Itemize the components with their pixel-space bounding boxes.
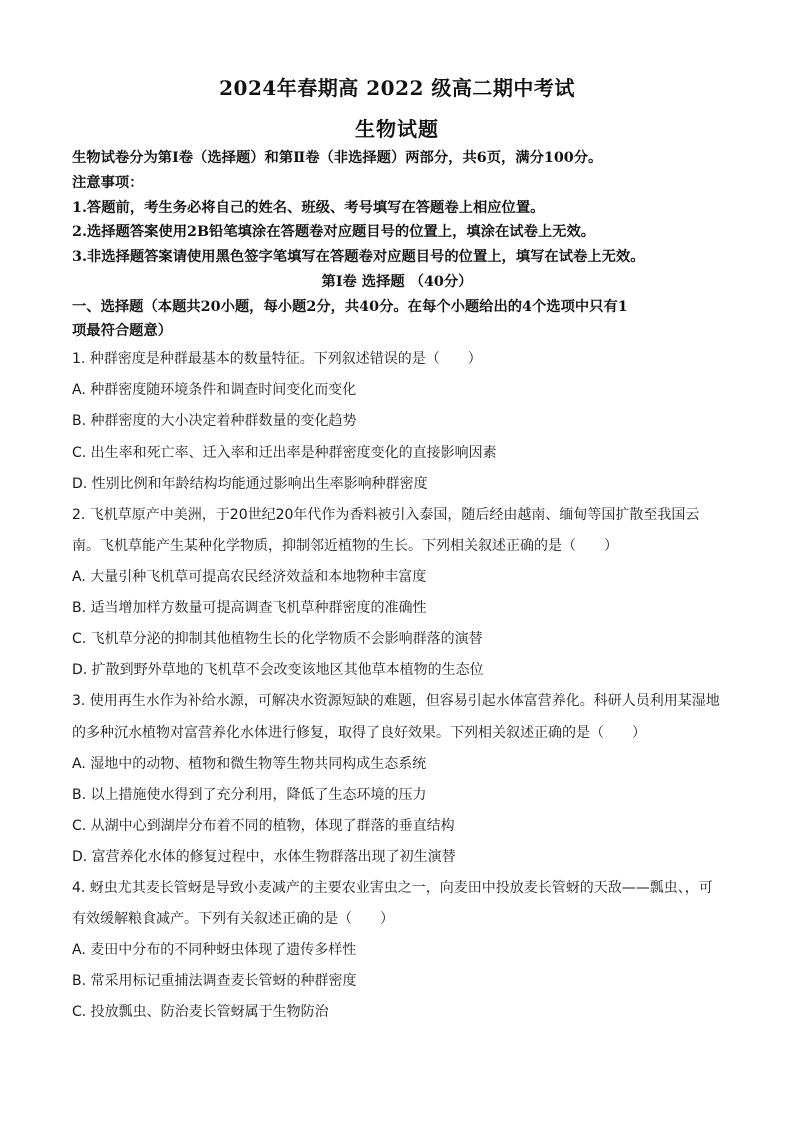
question-3-stem-line1: 3. 使用再生水作为补给水源，可解决水资源短缺的难题，但容易引起水体富营养化。科研人员利用某湿地 [72,693,720,709]
question-4-option-c: C. 投放瓢虫、防治麦长管蚜属于生物防治 [72,1004,329,1020]
part1-title: 第Ⅰ卷 选择题 （40分） [321,274,473,290]
question-2-option-d: D. 扩散到野外草地的飞机草不会改变该地区其他草本植物的生态位 [72,662,484,678]
question-2-stem-line2: 南。飞机草能产生某种化学物质，抑制邻近植物的生长。下列相关叙述正确的是（ ） [72,538,618,554]
notice-item-1: 1.答题前，考生务必将自己的姓名、班级、考号填写在答题卷上相应位置。 [72,200,545,216]
question-1-option-a: A. 种群密度随环境条件和调查时间变化而变化 [72,382,357,398]
question-2-option-a: A. 大量引种飞机草可提高农民经济效益和本地物种丰富度 [72,569,427,585]
question-3-option-d: D. 富营养化水体的修复过程中，水体生物群落出现了初生演替 [72,849,456,865]
question-1-option-c: C. 出生率和死亡率、迁入率和迁出率是种群密度变化的直接影响因素 [72,445,497,461]
question-3-stem-line2: 的多种沉水植物对富营养化水体进行修复，取得了良好效果。下列相关叙述正确的是（ ） [72,725,646,741]
question-4-option-a: A. 麦田中分布的不同种蚜虫体现了遗传多样性 [72,942,357,958]
question-3-option-b: B. 以上措施使水得到了充分利用，降低了生态环境的压力 [72,787,427,803]
question-3-option-a: A. 湿地中的动物、植物和微生物等生物共同构成生态系统 [72,756,427,772]
question-1-option-b: B. 种群密度的大小决定着种群数量的变化趋势 [72,413,357,429]
question-4-stem-line1: 4. 蚜虫尤其麦长管蚜是导致小麦减产的主要农业害虫之一，向麦田中投放麦长管蚜的天敌——瓢虫、，可 [72,880,713,896]
section-instructions-line1: 一、选择题（本题共20小题，每小题2分，共40分。在每个小题给出的4个选项中只有1 [72,299,628,315]
question-1-option-d: D. 性别比例和年龄结构均能通过影响出生率影响种群密度 [72,476,428,492]
question-3-option-c: C. 从湖中心到湖岸分布着不同的植物，体现了群落的垂直结构 [72,818,455,834]
question-1-stem: 1. 种群密度是种群最基本的数量特征。下列叙述错误的是（ ） [72,351,482,367]
subject-title: 生物试题 [355,117,439,141]
paper-intro: 生物试卷分为第Ⅰ卷（选择题）和第Ⅱ卷（非选择题）两部分，共6页，满分100分。 [72,150,603,166]
section-instructions-line2: 项最符合题意） [72,323,173,339]
question-2-option-b: B. 适当增加样方数量可提高调查飞机草种群密度的准确性 [72,600,427,616]
notice-item-3: 3.非选择题答案请使用黑色签字笔填写在答题卷对应题目号的位置上，填写在试卷上无效。 [72,249,645,265]
notice-heading: 注意事项： [72,175,144,191]
notice-item-2: 2.选择题答案使用2B铅笔填涂在答题卷对应题目号的位置上，填涂在试卷上无效。 [72,224,596,240]
question-2-stem-line1: 2. 飞机草原产中美洲，于20世纪20年代作为香料被引入泰国，随后经由越南、缅甸等国扩散至我国云 [72,507,700,523]
question-4-option-b: B. 常采用标记重捕法调查麦长管蚜的种群密度 [72,973,357,989]
question-2-option-c: C. 飞机草分泌的抑制其他植物生长的化学物质不会影响群落的演替 [72,631,483,647]
question-4-stem-line2: 有效缓解粮食减产。下列有关叙述正确的是（ ） [72,911,394,927]
exam-title: 2024年春期高 2022 级高二期中考试 [219,76,575,100]
